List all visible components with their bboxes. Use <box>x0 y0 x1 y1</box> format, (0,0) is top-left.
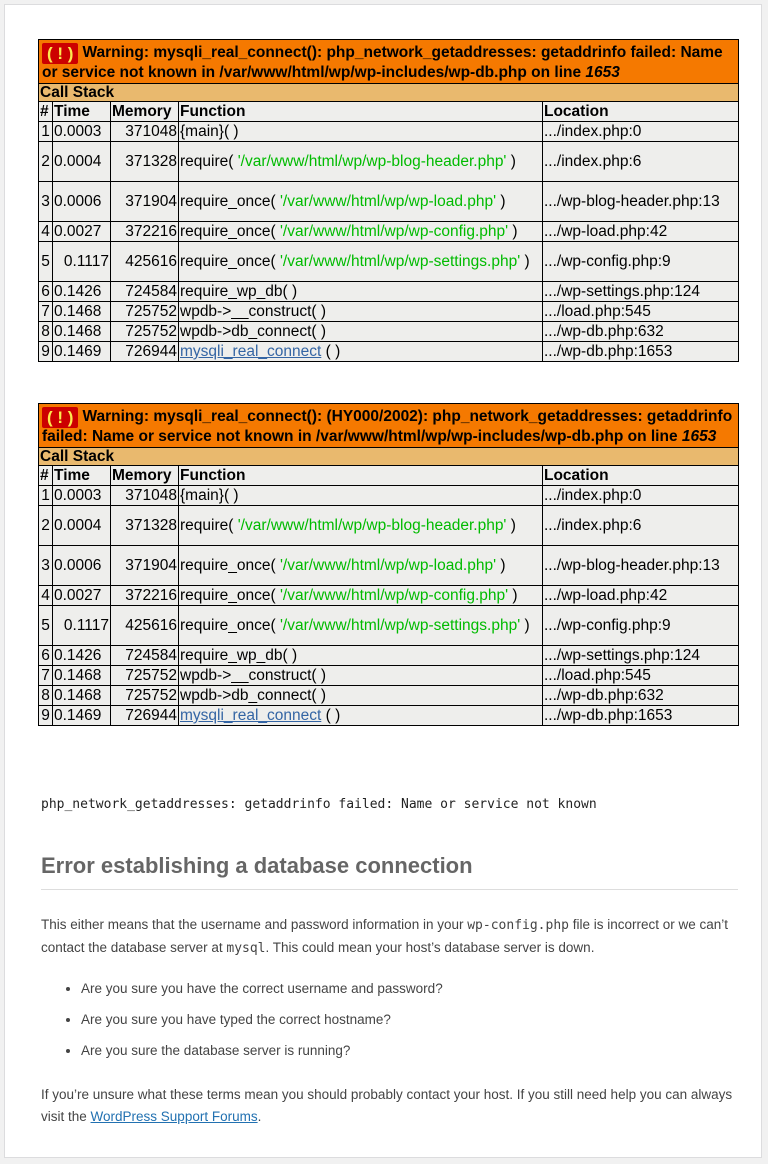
db-host-code: mysql <box>226 941 266 956</box>
col-header-function: Function <box>179 466 543 486</box>
xdebug-warning-table-1 <box>38 39 739 362</box>
row-location: .../wp-db.php:632 <box>543 686 739 706</box>
row-location: .../wp-db.php:1653 <box>543 342 739 362</box>
col-header-time: Time <box>53 466 111 486</box>
function-close: ) <box>506 153 516 170</box>
function-arg: '/var/www/html/wp/wp-config.php' <box>279 587 509 604</box>
db-error-explanation <box>41 914 741 960</box>
row-function <box>179 142 543 182</box>
row-location: .../index.php:6 <box>543 506 739 546</box>
row-time: 0.0027 <box>53 222 111 242</box>
row-location: .../index.php:0 <box>543 486 739 506</box>
function-arg: '/var/www/html/wp/wp-blog-header.php' <box>237 153 507 170</box>
function-name: wpdb->db_connect( ) <box>180 687 327 704</box>
function-name: require_once( <box>180 617 280 634</box>
explanation-text: This either means that the username and password information in your <box>41 917 468 932</box>
row-num: 3 <box>39 546 53 586</box>
function-name: {main}( ) <box>180 487 239 504</box>
row-num: 6 <box>39 646 53 666</box>
row-num: 7 <box>39 666 53 686</box>
row-num: 3 <box>39 182 53 222</box>
row-num: 8 <box>39 322 53 342</box>
table-row <box>39 142 739 182</box>
row-num: 8 <box>39 686 53 706</box>
warning-icon: ( ! ) <box>42 43 78 64</box>
function-arg: '/var/www/html/wp/wp-config.php' <box>279 223 509 240</box>
function-name: wpdb->db_connect( ) <box>180 323 327 340</box>
row-time: 0.1469 <box>53 342 111 362</box>
warning-icon: ( ! ) <box>42 407 78 428</box>
row-time: 0.1426 <box>53 646 111 666</box>
table-row <box>39 222 739 242</box>
row-location: .../wp-blog-header.php:13 <box>543 182 739 222</box>
function-name: require_once( <box>180 557 280 574</box>
call-stack-title: Call Stack <box>39 448 739 466</box>
table-row <box>39 242 739 282</box>
function-name: {main}( ) <box>180 123 239 140</box>
warning-header <box>39 40 739 84</box>
row-memory: 724584 <box>111 646 179 666</box>
row-memory: 724584 <box>111 282 179 302</box>
warning-message: Warning: mysqli_real_connect(): php_network_getaddresses: getaddrinfo failed: Name or service not known in /var/www/html/wp/wp-includes/wp-db.php on line <box>42 44 723 81</box>
row-function <box>179 182 543 222</box>
explanation-text: . This could mean your host’s database server is down. <box>265 940 595 955</box>
col-header-memory: Memory <box>111 466 179 486</box>
row-function <box>179 282 543 302</box>
title-divider <box>41 889 738 890</box>
row-memory: 425616 <box>111 606 179 646</box>
row-time: 0.0006 <box>53 546 111 586</box>
row-memory: 726944 <box>111 342 179 362</box>
checklist <box>41 978 741 1071</box>
support-forums-link[interactable]: WordPress Support Forums <box>90 1109 258 1124</box>
row-function <box>179 646 543 666</box>
row-location: .../wp-blog-header.php:13 <box>543 546 739 586</box>
row-time: 0.1469 <box>53 706 111 726</box>
row-function <box>179 302 543 322</box>
row-time: 0.1426 <box>53 282 111 302</box>
row-function <box>179 342 543 362</box>
row-location: .../wp-settings.php:124 <box>543 282 739 302</box>
row-memory: 725752 <box>111 322 179 342</box>
row-time: 0.1468 <box>53 686 111 706</box>
row-time: 0.1468 <box>53 322 111 342</box>
function-name: require_once( <box>180 193 280 210</box>
mysqli-real-connect-link[interactable]: mysqli_real_connect <box>180 707 322 724</box>
col-header-memory: Memory <box>111 102 179 122</box>
table-row <box>39 666 739 686</box>
row-time: 0.1117 <box>53 606 111 646</box>
row-time: 0.0004 <box>53 142 111 182</box>
row-memory: 371328 <box>111 142 179 182</box>
row-num: 9 <box>39 706 53 726</box>
col-header-location: Location <box>543 466 739 486</box>
col-header-num: # <box>39 102 53 122</box>
row-function <box>179 606 543 646</box>
row-num: 6 <box>39 282 53 302</box>
row-function <box>179 686 543 706</box>
help-text: If you’re unsure what these terms mean you should probably contact your host. If you still need help you can always visit the <box>41 1087 733 1124</box>
row-location: .../wp-db.php:632 <box>543 322 739 342</box>
row-location: .../load.php:545 <box>543 302 739 322</box>
call-stack-title: Call Stack <box>39 84 739 102</box>
row-time: 0.1468 <box>53 666 111 686</box>
table-row <box>39 546 739 586</box>
function-arg: '/var/www/html/wp/wp-load.php' <box>279 193 497 210</box>
function-name: require_once( <box>180 587 280 604</box>
table-row <box>39 646 739 666</box>
table-row <box>39 182 739 222</box>
function-close: ( ) <box>321 707 341 724</box>
table-row <box>39 586 739 606</box>
row-location: .../wp-config.php:9 <box>543 242 739 282</box>
function-close: ) <box>508 587 518 604</box>
function-close: ) <box>520 253 530 270</box>
xdebug-warning-table-2 <box>38 403 739 726</box>
function-name: require_once( <box>180 253 280 270</box>
row-time: 0.0006 <box>53 182 111 222</box>
warning-line-number: 1653 <box>585 64 620 81</box>
row-location: .../wp-config.php:9 <box>543 606 739 646</box>
row-function <box>179 506 543 546</box>
row-memory: 372216 <box>111 586 179 606</box>
list-item: • Are you sure you have typed the correct hostname? <box>81 1009 741 1040</box>
table-row <box>39 122 739 142</box>
row-memory: 726944 <box>111 706 179 726</box>
row-location: .../load.php:545 <box>543 666 739 686</box>
row-location: .../index.php:6 <box>543 142 739 182</box>
function-close: ) <box>496 557 506 574</box>
page <box>4 4 762 1158</box>
row-num: 9 <box>39 342 53 362</box>
row-memory: 371904 <box>111 546 179 586</box>
row-memory: 372216 <box>111 222 179 242</box>
function-arg: '/var/www/html/wp/wp-blog-header.php' <box>237 517 507 534</box>
function-name: require_wp_db( ) <box>180 647 298 664</box>
row-memory: 725752 <box>111 302 179 322</box>
table-row <box>39 282 739 302</box>
row-memory: 425616 <box>111 242 179 282</box>
row-num: 1 <box>39 486 53 506</box>
row-num: 5 <box>39 242 53 282</box>
function-close: ) <box>508 223 518 240</box>
col-header-function: Function <box>179 102 543 122</box>
row-location: .../index.php:0 <box>543 122 739 142</box>
function-name: require_once( <box>180 223 280 240</box>
row-function <box>179 706 543 726</box>
function-name: require( <box>180 153 238 170</box>
table-row <box>39 506 739 546</box>
row-function <box>179 222 543 242</box>
function-name: wpdb->__construct( ) <box>180 303 327 320</box>
table-row <box>39 342 739 362</box>
col-header-num: # <box>39 466 53 486</box>
warning-message: Warning: mysqli_real_connect(): (HY000/2002): php_network_getaddresses: getaddrinfo failed: Name or service not known in /var/www/html/wp/wp-includes/wp-db.php on line <box>42 408 733 445</box>
row-memory: 725752 <box>111 686 179 706</box>
row-num: 2 <box>39 506 53 546</box>
row-time: 0.1468 <box>53 302 111 322</box>
table-row <box>39 706 739 726</box>
row-time: 0.0004 <box>53 506 111 546</box>
row-function <box>179 486 543 506</box>
config-file-code: wp-config.php <box>467 918 569 933</box>
function-name: require( <box>180 517 238 534</box>
table-row <box>39 606 739 646</box>
row-location: .../wp-db.php:1653 <box>543 706 739 726</box>
function-close: ) <box>506 517 516 534</box>
row-function <box>179 666 543 686</box>
function-close: ( ) <box>321 343 341 360</box>
row-function <box>179 242 543 282</box>
row-time: 0.0003 <box>53 486 111 506</box>
function-arg: '/var/www/html/wp/wp-load.php' <box>279 557 497 574</box>
help-text: . <box>257 1109 262 1124</box>
function-name: require_wp_db( ) <box>180 283 298 300</box>
table-row <box>39 302 739 322</box>
row-memory: 725752 <box>111 666 179 686</box>
page-title: Error establishing a database connection <box>41 853 473 878</box>
function-close: ) <box>496 193 506 210</box>
mysqli-real-connect-link[interactable]: mysqli_real_connect <box>180 343 322 360</box>
table-row <box>39 486 739 506</box>
plain-error-message: php_network_getaddresses: getaddrinfo failed: Name or service not known <box>41 797 597 812</box>
function-name: wpdb->__construct( ) <box>180 667 327 684</box>
list-item: • Are you sure you have the correct username and password? <box>81 978 741 1009</box>
warning-header <box>39 404 739 448</box>
row-num: 7 <box>39 302 53 322</box>
row-function <box>179 322 543 342</box>
warning-line-number: 1653 <box>681 428 717 445</box>
row-num: 2 <box>39 142 53 182</box>
row-time: 0.0003 <box>53 122 111 142</box>
row-num: 5 <box>39 606 53 646</box>
row-function <box>179 546 543 586</box>
row-time: 0.1117 <box>53 242 111 282</box>
row-function <box>179 122 543 142</box>
row-memory: 371904 <box>111 182 179 222</box>
function-close: ) <box>520 617 530 634</box>
list-item: • Are you sure the database server is running? <box>81 1040 741 1071</box>
row-function <box>179 586 543 606</box>
row-location: .../wp-load.php:42 <box>543 222 739 242</box>
row-time: 0.0027 <box>53 586 111 606</box>
row-location: .../wp-settings.php:124 <box>543 646 739 666</box>
col-header-time: Time <box>53 102 111 122</box>
row-num: 4 <box>39 586 53 606</box>
table-row <box>39 322 739 342</box>
function-arg: '/var/www/html/wp/wp-settings.php' <box>279 617 521 634</box>
row-memory: 371328 <box>111 506 179 546</box>
row-memory: 371048 <box>111 122 179 142</box>
row-num: 4 <box>39 222 53 242</box>
row-num: 1 <box>39 122 53 142</box>
table-row <box>39 686 739 706</box>
row-location: .../wp-load.php:42 <box>543 586 739 606</box>
db-error-help <box>41 1084 741 1128</box>
function-arg: '/var/www/html/wp/wp-settings.php' <box>279 253 521 270</box>
explanation-text: file is incorrect or we can’t contact the database server at <box>41 917 729 955</box>
col-header-location: Location <box>543 102 739 122</box>
row-memory: 371048 <box>111 486 179 506</box>
